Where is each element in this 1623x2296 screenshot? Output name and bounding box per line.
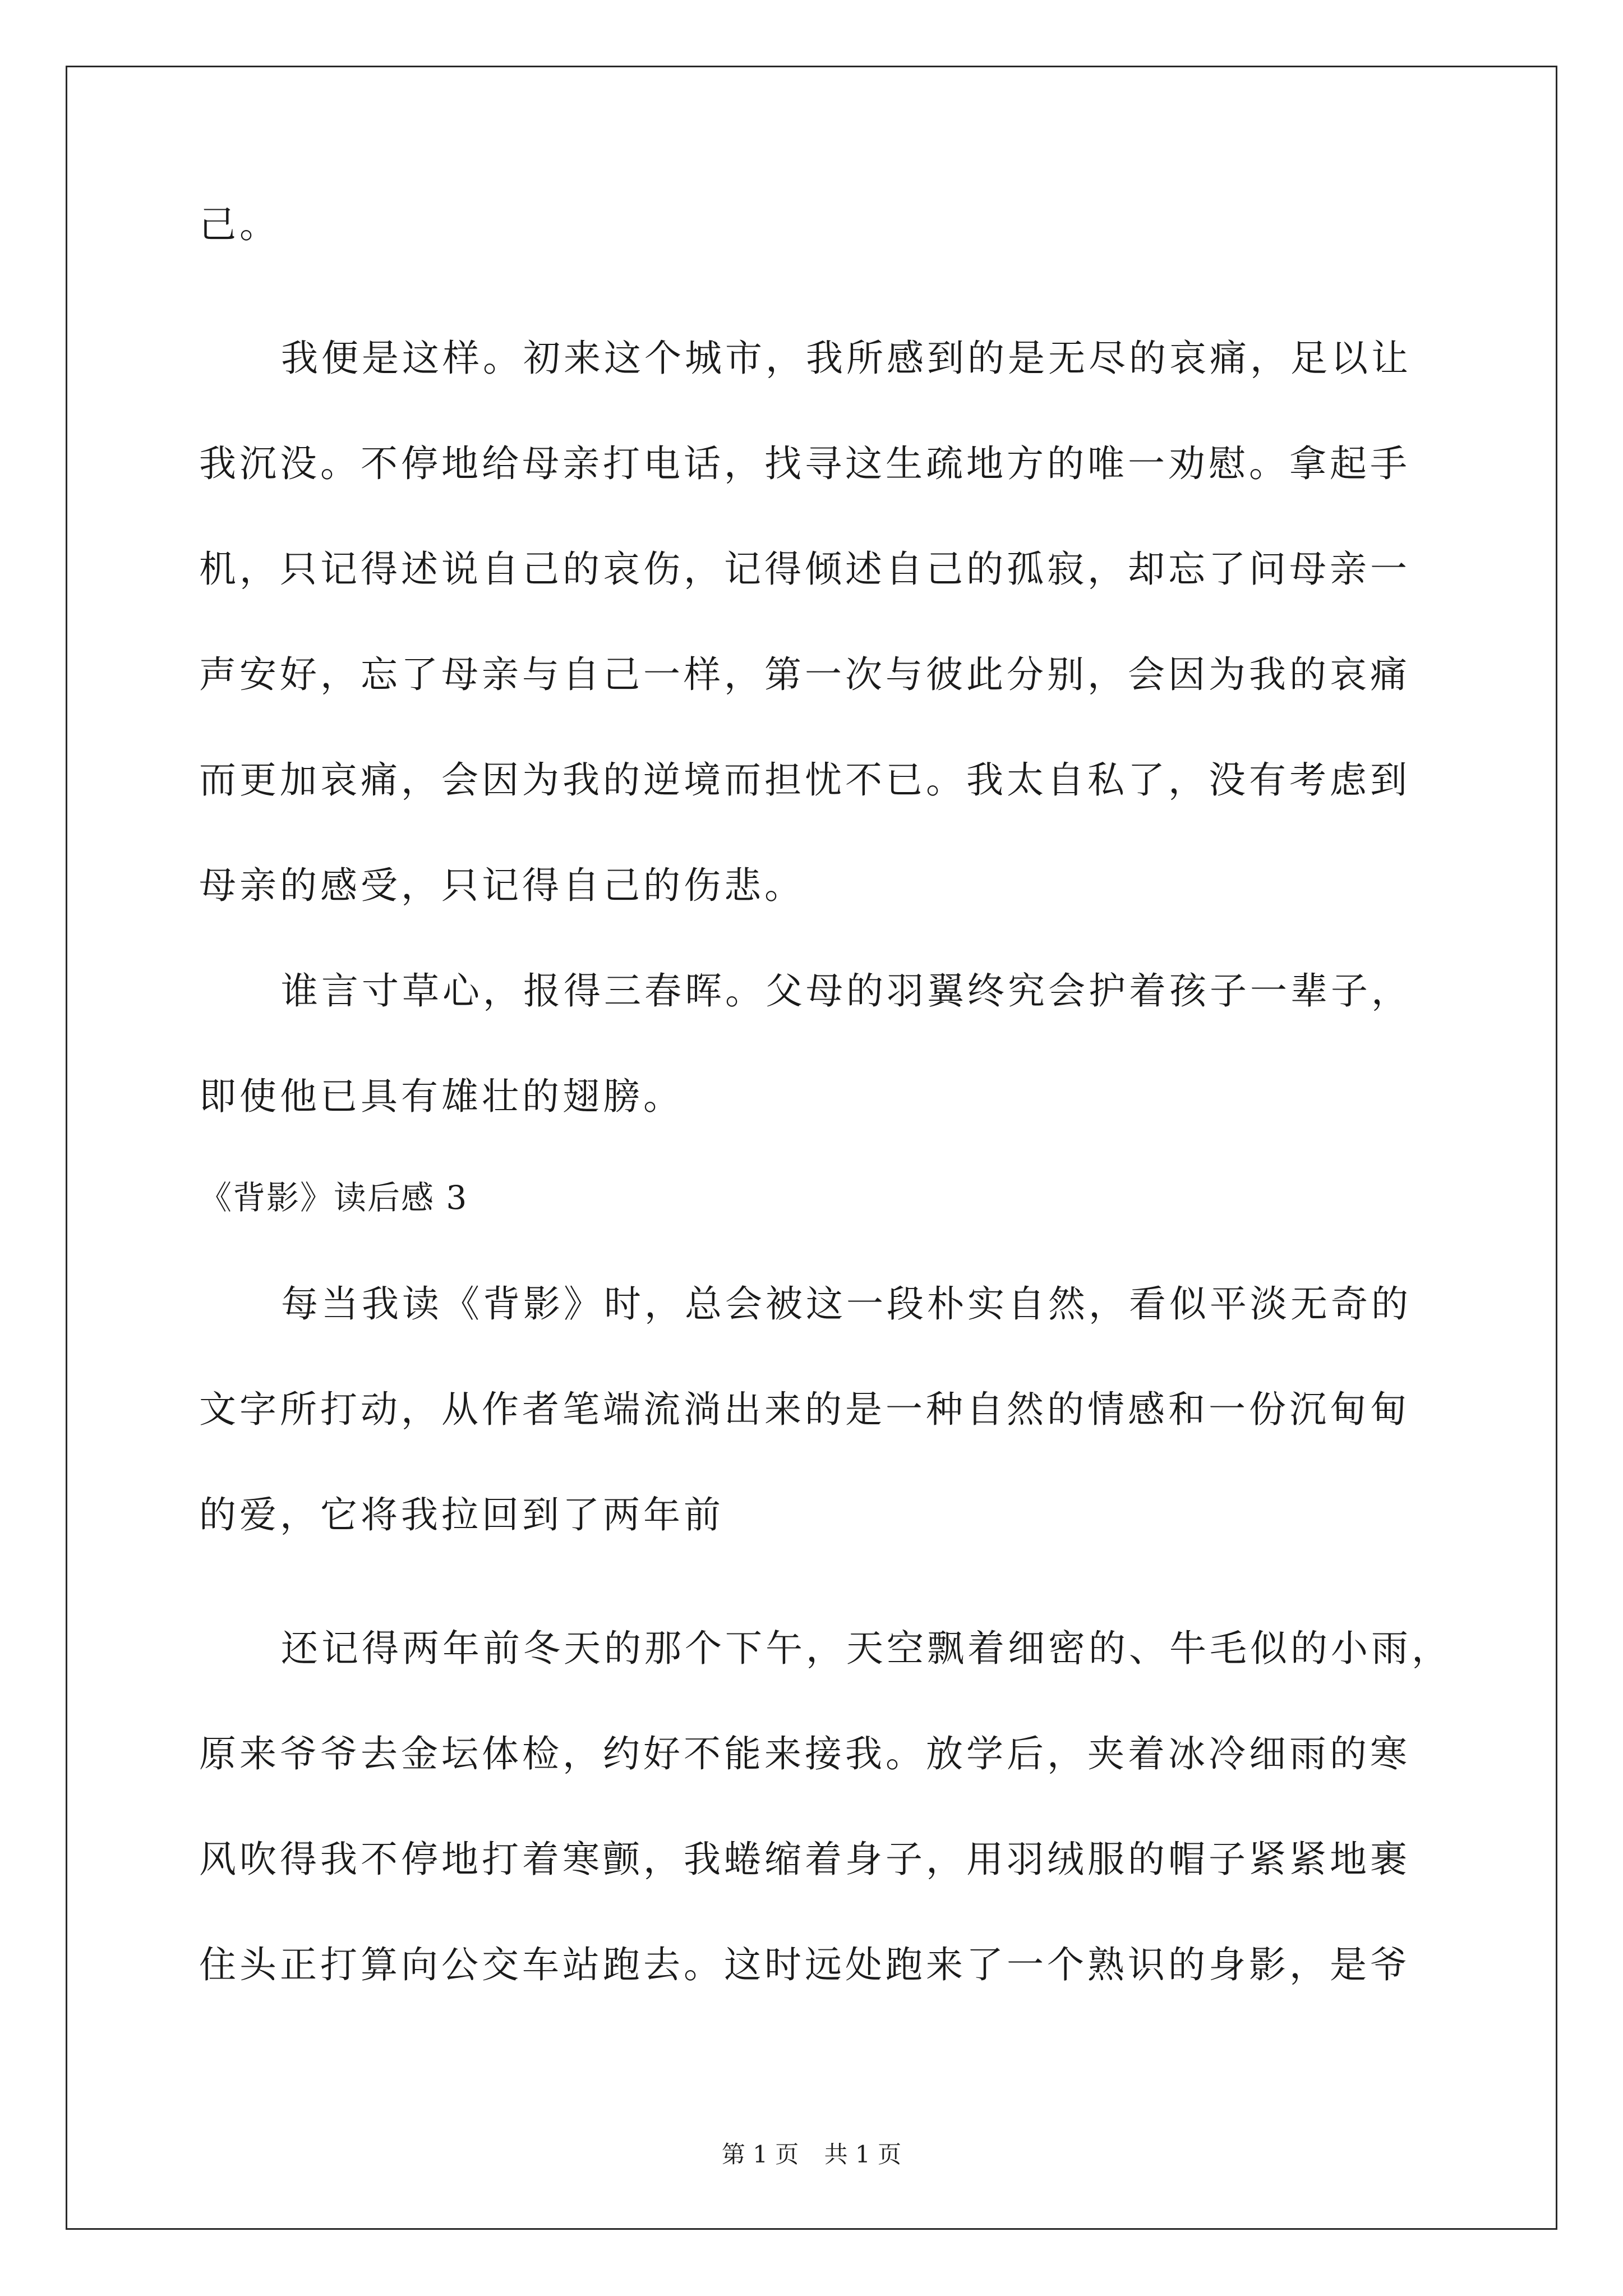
text-line: 机，只记得述说自己的哀伤，记得倾述自己的孤寂，却忘了问母亲一	[199, 547, 1410, 591]
text-line: 原来爷爷去金坛体检，约好不能来接我。放学后，夹着冰冷细雨的寒	[199, 1732, 1410, 1775]
text-line: 风吹得我不停地打着寒颤，我蜷缩着身子，用羽绒服的帽子紧紧地裹	[199, 1838, 1410, 1881]
paragraph-first-line: 每当我读《背影》时，总会被这一段朴实自然，看似平淡无奇的	[281, 1282, 1412, 1326]
text-line: 的爱，它将我拉回到了两年前	[199, 1493, 724, 1536]
text-line: 己。	[199, 203, 280, 246]
text-line: 而更加哀痛，会因为我的逆境而担忧不已。我太自私了，没有考虑到	[199, 758, 1410, 802]
page-border	[66, 66, 1557, 2230]
paragraph-first-line: 我便是这样。初来这个城市，我所感到的是无尽的哀痛，足以让	[281, 337, 1412, 380]
text-line: 文字所打动，从作者笔端流淌出来的是一种自然的情感和一份沉甸甸	[199, 1388, 1410, 1431]
text-line: 即使他已具有雄壮的翅膀。	[199, 1075, 684, 1118]
page-footer	[0, 2143, 1623, 2166]
page-number: 第 1 页	[721, 2141, 799, 2168]
paragraph-first-line: 还记得两年前冬天的那个下午，天空飘着细密的、牛毛似的小雨，	[281, 1627, 1452, 1670]
text-line: 住头正打算向公交车站跑去。这时远处跑来了一个熟识的身影，是爷	[199, 1943, 1410, 1986]
paragraph-first-line: 谁言寸草心，报得三春晖。父母的羽翼终究会护着孩子一辈子，	[281, 969, 1412, 1013]
text-line: 我沉没。不停地给母亲打电话，找寻这生疏地方的唯一劝慰。拿起手	[199, 442, 1410, 485]
page-total: 共 1 页	[824, 2141, 902, 2168]
text-line: 声安好，忘了母亲与自己一样，第一次与彼此分别，会因为我的哀痛	[199, 653, 1410, 696]
section-heading: 《背影》读后感 3	[199, 1179, 468, 1217]
text-line: 母亲的感受，只记得自己的伤悲。	[199, 864, 805, 907]
